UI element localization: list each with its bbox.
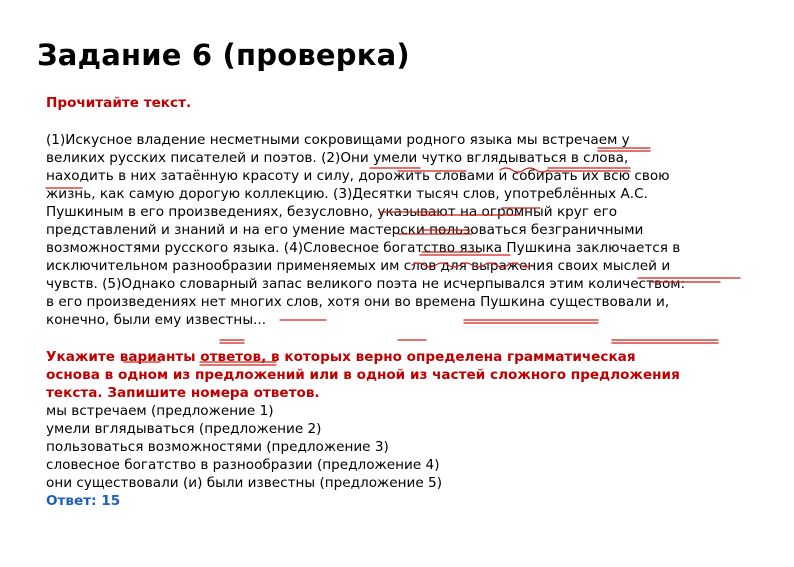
text-line-7: возможностями русского языка. (4)Словесное богатство языка Пушкина заключается в [46,240,681,256]
option-3: пользоваться возможностями (предложение 3) [46,439,389,455]
text-line-5: Пушкиным в его произведениях, безусловно, указывают на огромный круг его [46,204,618,220]
task-line-1: Укажите варианты ответов, в которых верно определена грамматическая [46,349,636,365]
answer-line: Ответ: 15 [46,493,121,509]
text-line-6: представлений и знаний и на его умение мастерски пользоваться безграничными [46,222,644,238]
task-line-3: текста. Запишите номера ответов. [46,385,320,401]
option-5: они существовали (и) были известны (предложение 5) [46,475,443,491]
text-line-2: великих русских писателей и поэтов. (2)Они умели чутко вглядываться в слова, [46,150,629,166]
option-1: мы встречаем (предложение 1) [46,403,274,419]
page-title: Задание 6 (проверка) [37,38,410,72]
text-line-11: конечно, были ему известны... [46,312,267,328]
text-line-4: жизнь, как самую дорогую коллекцию. (3)Десятки тысяч слов, употреблённых А.С. [46,186,648,202]
text-line-9: чувств. (5)Однако словарный запас великого поэта не исчерпывался этим количеством: [46,276,686,292]
task-line-2: основа в одном из предложений или в одной из частей сложного предложения [46,367,680,383]
text-line-3: находить в них затаённую красоту и силу, дорожить словами и собирать их всю свою [46,168,670,184]
text-line-8: исключительном разнообразии применяемых им слов для выражения своих мыслей и [46,258,671,274]
instruction-heading: Прочитайте текст. [46,95,192,111]
option-4: словесное богатство в разнообразии (предложение 4) [46,457,440,473]
text-line-1: (1)Искусное владение несметными сокровищами родного языка мы встречаем у [46,132,630,148]
option-2: умели вглядываться (предложение 2) [46,421,322,437]
text-line-10: в его произведениях нет многих слов, хотя они во времена Пушкина существовали и, [46,294,670,310]
